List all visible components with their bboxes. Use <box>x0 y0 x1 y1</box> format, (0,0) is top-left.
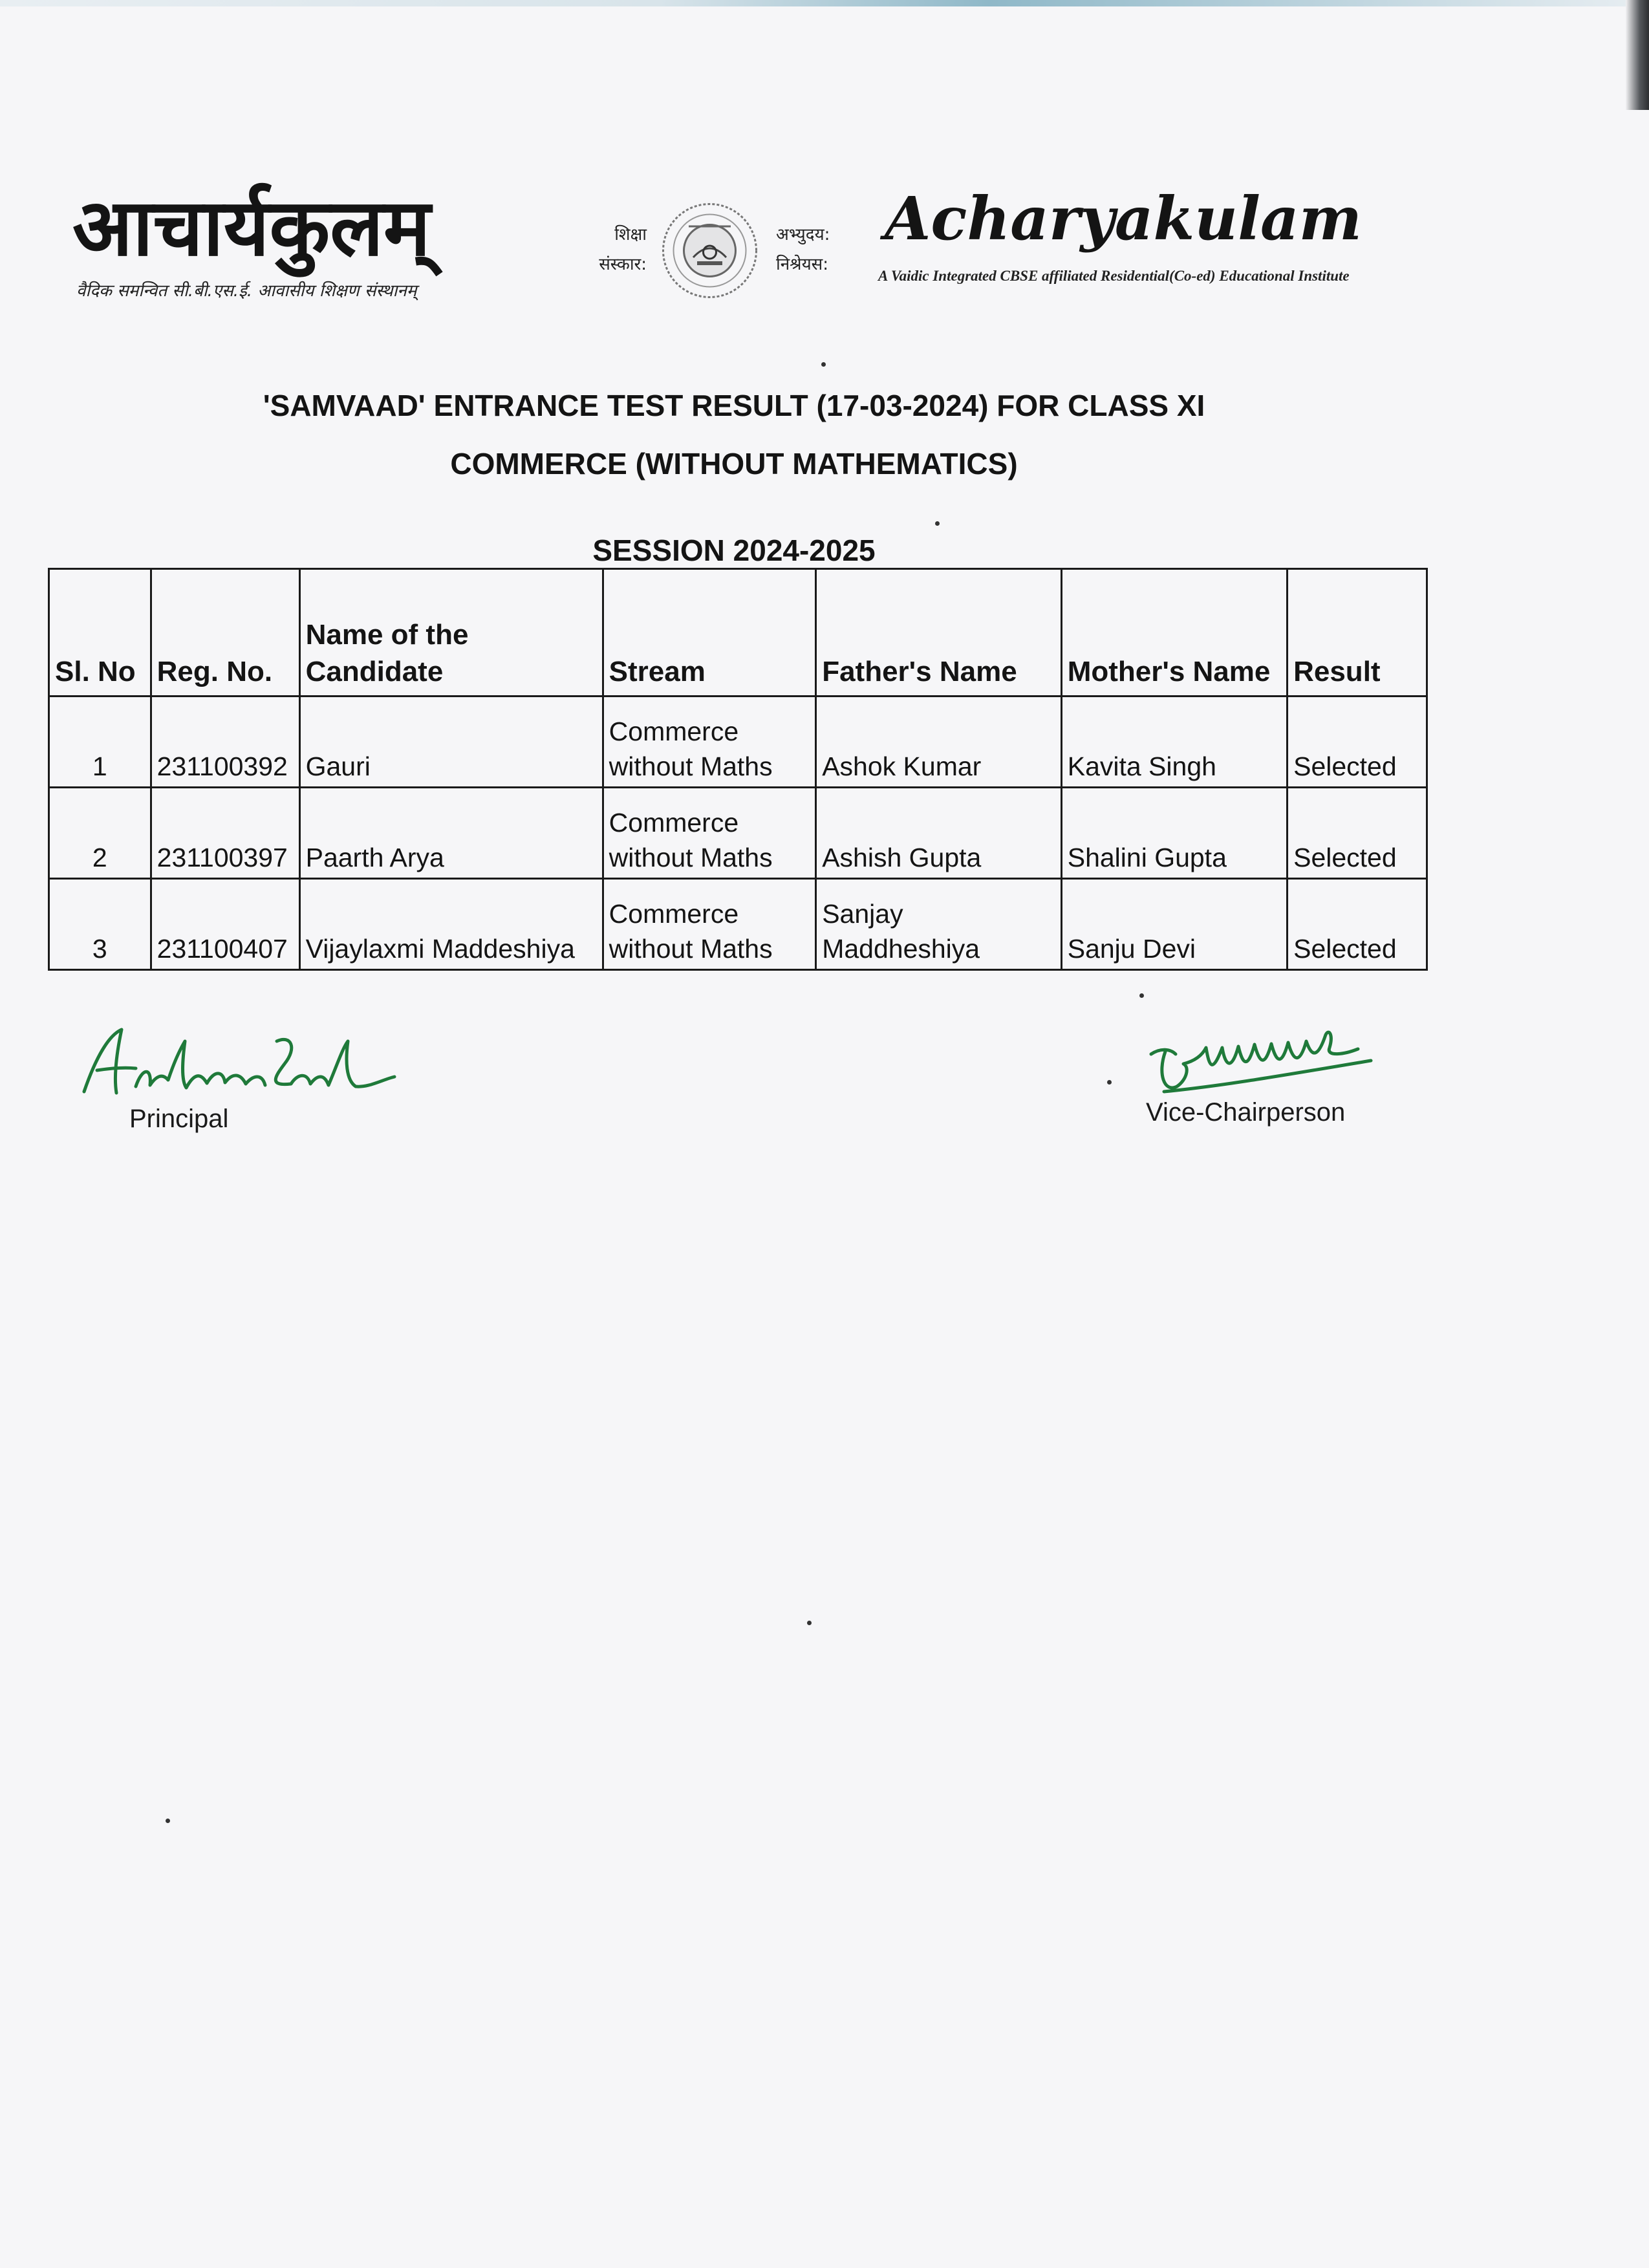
motto-left <box>569 220 647 279</box>
cell-stream: Commerce without Maths <box>603 879 816 970</box>
scan-edge-right <box>1626 0 1649 110</box>
cell-father-name: Ashish Gupta <box>816 788 1062 879</box>
column-header-candidate-name: Name of the Candidate <box>299 569 603 697</box>
table-row <box>49 697 1427 788</box>
motto-right-line-2: निश्रेयस: <box>776 255 828 274</box>
column-header-result: Result <box>1288 569 1427 697</box>
table-row <box>49 879 1427 970</box>
scan-speck <box>935 521 940 526</box>
column-header-mother-name: Mother's Name <box>1061 569 1287 697</box>
cell-result: Selected <box>1288 879 1427 970</box>
motto-left-line-1: शिक्षा <box>614 225 647 244</box>
document-subtitle: COMMERCE (WITHOUT MATHEMATICS) <box>450 447 1018 481</box>
cell-candidate-name: Paarth Arya <box>299 788 603 879</box>
principal-label: Principal <box>129 1105 229 1133</box>
column-header-sl-no: Sl. No <box>49 569 151 697</box>
table-row <box>49 788 1427 879</box>
scan-speck <box>821 362 826 367</box>
institute-tagline-english: A Vaidic Integrated CBSE affiliated Residential(Co-ed) Educational Institute <box>878 268 1350 284</box>
cell-candidate-name: Gauri <box>299 697 603 788</box>
cell-result: Selected <box>1288 697 1427 788</box>
motto-right-line-1: अभ्युदय: <box>776 225 830 244</box>
cell-reg-no: 231100397 <box>151 788 299 879</box>
scan-speck <box>1107 1080 1112 1085</box>
cell-mother-name: Sanju Devi <box>1061 879 1287 970</box>
table-header-row <box>49 569 1427 697</box>
motto-right <box>776 220 860 279</box>
institute-emblem-icon <box>660 200 760 301</box>
scan-speck <box>1139 993 1144 998</box>
scan-speck <box>166 1819 170 1823</box>
cell-stream: Commerce without Maths <box>603 788 816 879</box>
cell-father-name: Ashok Kumar <box>816 697 1062 788</box>
scan-edge-top <box>0 0 1649 6</box>
cell-reg-no: 231100407 <box>151 879 299 970</box>
cell-candidate-name: Vijaylaxmi Maddeshiya <box>299 879 603 970</box>
cell-mother-name: Shalini Gupta <box>1061 788 1287 879</box>
cell-sl-no: 1 <box>49 697 151 788</box>
cell-reg-no: 231100392 <box>151 697 299 788</box>
cell-sl-no: 3 <box>49 879 151 970</box>
cell-mother-name: Kavita Singh <box>1061 697 1287 788</box>
principal-signature <box>71 1015 407 1112</box>
vice-chairperson-label: Vice-Chairperson <box>1146 1098 1346 1127</box>
cell-result: Selected <box>1288 788 1427 879</box>
results-table <box>48 568 1428 971</box>
document-title: 'SAMVAAD' ENTRANCE TEST RESULT (17-03-2024) FOR CLASS XI <box>263 389 1205 422</box>
column-header-reg-no: Reg. No. <box>151 569 299 697</box>
session-label: SESSION 2024-2025 <box>592 534 876 567</box>
cell-sl-no: 2 <box>49 788 151 879</box>
vice-chairperson-signature <box>1099 1009 1397 1112</box>
scan-speck <box>807 1621 812 1625</box>
column-header-stream: Stream <box>603 569 816 697</box>
cell-stream: Commerce without Maths <box>603 697 816 788</box>
institute-name-hindi: आचार्यकुलम् <box>72 180 431 274</box>
cell-father-name: Sanjay Maddheshiya <box>816 879 1062 970</box>
institute-name-english: Acharyakulam <box>885 184 1362 254</box>
column-header-father-name: Father's Name <box>816 569 1062 697</box>
motto-left-line-2: संस्कार: <box>599 255 647 274</box>
institute-tagline-hindi: वैदिक समन्वित सी.बी.एस.ई. आवासीय शिक्षण संस्थानम् <box>76 281 417 301</box>
